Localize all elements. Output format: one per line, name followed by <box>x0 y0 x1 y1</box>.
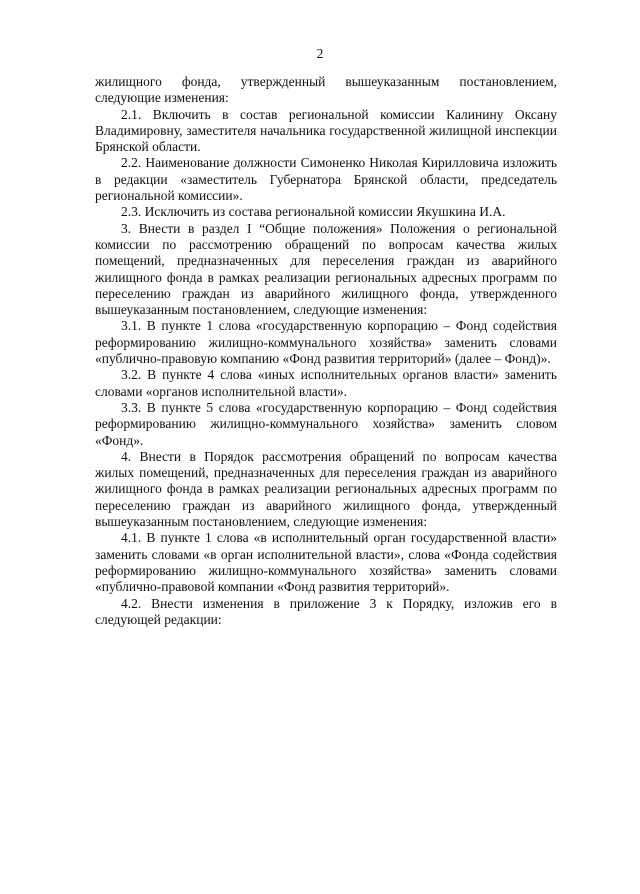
paragraph-3-3: 3.3. В пункте 5 слова «государственную корпорацию – Фонд содействия реформированию жилищно-коммунального хозяйства» заменить словом «Фонд». <box>95 399 557 448</box>
document-body <box>95 74 557 628</box>
paragraph-2-2: 2.2. Наименование должности Симоненко Николая Кирилловича изложить в редакции «заместитель Губернатора Брянской области, председатель региональной комиссии». <box>95 155 557 204</box>
paragraph-4: 4. Внести в Порядок рассмотрения обращений по вопросам качества жилых помещений, предназначенных для переселения граждан из аварийного жилищного фонда в рамках реализации региональных адресных программ по переселению граждан из аварийного жилищного фонда, утвержденный вышеуказанным постановлением, следующие изменения: <box>95 448 557 530</box>
paragraph-3-1: 3.1. В пункте 1 слова «государственную корпорацию – Фонд содействия реформированию жилищно-коммунального хозяйства» заменить словами «публично-правовую компанию «Фонд развития территорий» (далее – Фонд)». <box>95 318 557 367</box>
paragraph-intro-continuation: жилищного фонда, утвержденный вышеуказанным постановлением, следующие изменения: <box>95 74 557 106</box>
paragraph-4-2: 4.2. Внести изменения в приложение 3 к Порядку, изложив его в следующей редакции: <box>95 595 557 627</box>
paragraph-3-2: 3.2. В пункте 4 слова «иных исполнительных органов власти» заменить словами «органов исполнительной власти». <box>95 367 557 399</box>
paragraph-4-1: 4.1. В пункте 1 слова «в исполнительный орган государственной власти» заменить словами «в орган исполнительной власти», слова «Фонда содействия реформированию жилищно-коммунального хозяйства» заменить словами «публично-правовой компании «Фонд развития территорий». <box>95 530 557 595</box>
page-number: 2 <box>316 46 324 61</box>
paragraph-2-3: 2.3. Исключить из состава региональной комиссии Якушкина И.А. <box>121 204 506 220</box>
paragraph-2-1: 2.1. Включить в состав региональной комиссии Калинину Оксану Владимировну, заместителя начальника государственной жилищной инспекции Брянской области. <box>95 106 557 155</box>
paragraph-3: 3. Внести в раздел I “Общие положения» Положения о региональной комиссии по рассмотрению обращений по вопросам качества жилых помещений, предназначенных для переселения граждан из аварийного жилищного фонда в рамках реализации региональных адресных программ по переселению граждан из аварийного жилищного фонда, утвержденного вышеуказанным постановлением, следующие изменения: <box>95 220 557 318</box>
